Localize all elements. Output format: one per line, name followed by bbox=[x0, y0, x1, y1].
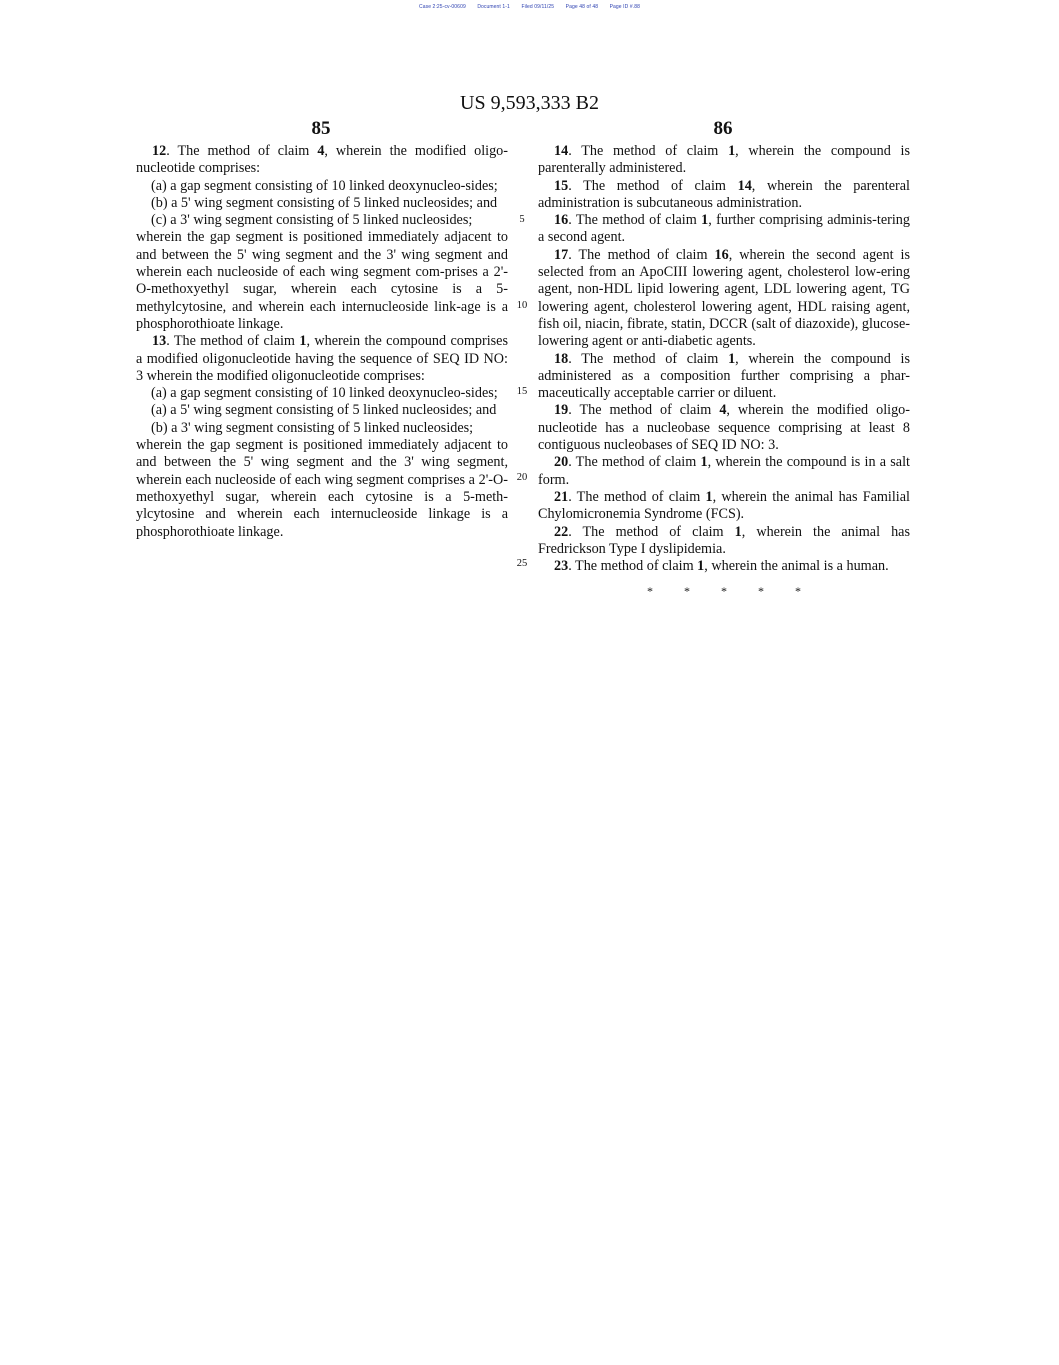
claim-reference: 1 bbox=[701, 212, 709, 229]
claim-19: 19. The method of claim 4, wherein the modified oligo-nucleotide has a nucleobase sequence comprising at least 8 contiguous nucleobases of SEQ ID NO: 3. bbox=[538, 402, 910, 454]
claim-number: 20 bbox=[554, 454, 569, 471]
claim-12-item-b: (b) a 5' wing segment consisting of 5 linked nucleosides; and bbox=[151, 194, 498, 211]
claim-20: 20. The method of claim 1, wherein the compound is in a salt form. bbox=[538, 454, 910, 488]
court-filing-header bbox=[0, 4, 1059, 10]
claim-number: 13 bbox=[152, 333, 167, 350]
claim-14: 14. The method of claim 1, wherein the compound is parenterally administered. bbox=[538, 143, 910, 177]
claim-number: 16 bbox=[554, 212, 569, 229]
right-column-number: 86 bbox=[713, 118, 733, 139]
claim-reference: 4 bbox=[317, 143, 325, 159]
claim-number: 15 bbox=[554, 177, 569, 194]
line-number-15: 15 bbox=[516, 386, 528, 397]
claim-number: 22 bbox=[554, 523, 569, 540]
left-column bbox=[136, 143, 508, 541]
filing-page-id: Page ID #.88 bbox=[609, 4, 640, 10]
claim-reference: 1 bbox=[728, 143, 736, 159]
line-number-5: 5 bbox=[519, 214, 525, 225]
line-number-20: 20 bbox=[516, 472, 528, 483]
claim-12-tail: wherein the gap segment is positioned immediately adjacent to and between the 5' wing segment and the 3' wing segment and wherein each nucleoside of each wing segment com-prises a 2'-O-methoxyethyl sugar, wherein each cytosine is a 5-methylcytosine, and wherein each internucleoside link-age is a phosphorothioate linkage. bbox=[136, 229, 508, 332]
line-number-25: 25 bbox=[516, 558, 528, 569]
claim-number: 14 bbox=[554, 143, 569, 159]
claim-reference: 16 bbox=[714, 246, 729, 263]
filing-page: Page 48 of 48 bbox=[565, 4, 599, 10]
right-claims-list bbox=[538, 143, 910, 575]
claim-reference: 1 bbox=[728, 350, 736, 367]
claim-13-item-a: (a) a gap segment consisting of 10 linked deoxynucleo-sides; bbox=[151, 385, 498, 402]
line-number-10: 10 bbox=[516, 300, 528, 311]
claim-number: 21 bbox=[554, 488, 569, 505]
end-of-document-mark: * * * * * bbox=[647, 584, 815, 599]
claim-number: 19 bbox=[554, 402, 569, 419]
claim-17: 17. The method of claim 16, wherein the second agent is selected from an ApoCIII lowering agent, cholesterol low-ering agent, non-HDL lipid lowering agent, LDL lowering agent, TG lowering agent, cholesterol lowering agent, HDL raising agent, fish oil, niacin, fibrate, statin, DCCR (salt of diazoxide), glucose-lowering agent or anti-diabetic agents. bbox=[538, 246, 910, 350]
claim-22: 22. The method of claim 1, wherein the animal has Fredrickson Type I dyslipidemia. bbox=[538, 523, 910, 557]
claim-15: 15. The method of claim 14, wherein the parenteral administration is subcutaneous administration. bbox=[538, 177, 910, 211]
claim-reference: 1 bbox=[734, 523, 742, 540]
claim-12-item-a: (a) a gap segment consisting of 10 linked deoxynucleo-sides; bbox=[151, 177, 498, 194]
claim-reference: 1 bbox=[700, 454, 708, 471]
claim-reference: 4 bbox=[719, 402, 727, 419]
claim-number: 12 bbox=[152, 143, 167, 159]
patent-number: US 9,593,333 B2 bbox=[460, 92, 599, 114]
claim-23: 23. The method of claim 1, wherein the animal is a human. bbox=[554, 558, 889, 575]
filing-date: Filed 09/11/25 bbox=[521, 4, 555, 10]
claim-13-item-c: (b) a 3' wing segment consisting of 5 linked nucleosides; bbox=[151, 419, 474, 436]
claim-number: 23 bbox=[554, 558, 569, 575]
claim-reference: 1 bbox=[299, 333, 307, 350]
claim-12: 12. The method of claim 4, wherein the modified oligo-nucleotide comprises: bbox=[136, 143, 508, 177]
claim-13: 13. The method of claim 1, wherein the compound comprises a modified oligonucleotide having the sequence of SEQ ID NO: 3 wherein the modified oligonucleotide comprises: bbox=[136, 333, 508, 384]
claim-number: 18 bbox=[554, 350, 569, 367]
claim-21: 21. The method of claim 1, wherein the animal has Familial Chylomicronemia Syndrome (FCS). bbox=[538, 488, 910, 523]
claim-13-item-b: (a) a 5' wing segment consisting of 5 linked nucleosides; and bbox=[151, 402, 497, 419]
claim-16: 16. The method of claim 1, further comprising adminis-tering a second agent. bbox=[538, 212, 910, 246]
claim-number: 17 bbox=[554, 246, 569, 263]
claim-reference: 14 bbox=[737, 177, 752, 194]
right-column bbox=[538, 143, 910, 601]
claim-18: 18. The method of claim 1, wherein the compound is administered as a composition further comprising a phar-maceutically acceptable carrier or diluent. bbox=[538, 350, 910, 402]
claim-13-tail: wherein the gap segment is positioned immediately adjacent to and between the 5' wing segment and the 3' wing segment, wherein each nucleoside of each wing segment comprises a 2'-O-methoxyethyl sugar, wherein each cytosine is a 5-meth-ylcytosine and wherein each internucleoside linkage is a phosphorothioate linkage. bbox=[136, 437, 508, 540]
left-column-number: 85 bbox=[311, 118, 331, 139]
claim-12-item-c: (c) a 3' wing segment consisting of 5 linked nucleosides; bbox=[151, 212, 473, 229]
filing-document: Document 1-1 bbox=[477, 4, 510, 10]
claim-reference: 1 bbox=[705, 488, 713, 505]
filing-case: Case 2:25-cv-00609 bbox=[419, 4, 466, 10]
claim-reference: 1 bbox=[697, 558, 705, 575]
